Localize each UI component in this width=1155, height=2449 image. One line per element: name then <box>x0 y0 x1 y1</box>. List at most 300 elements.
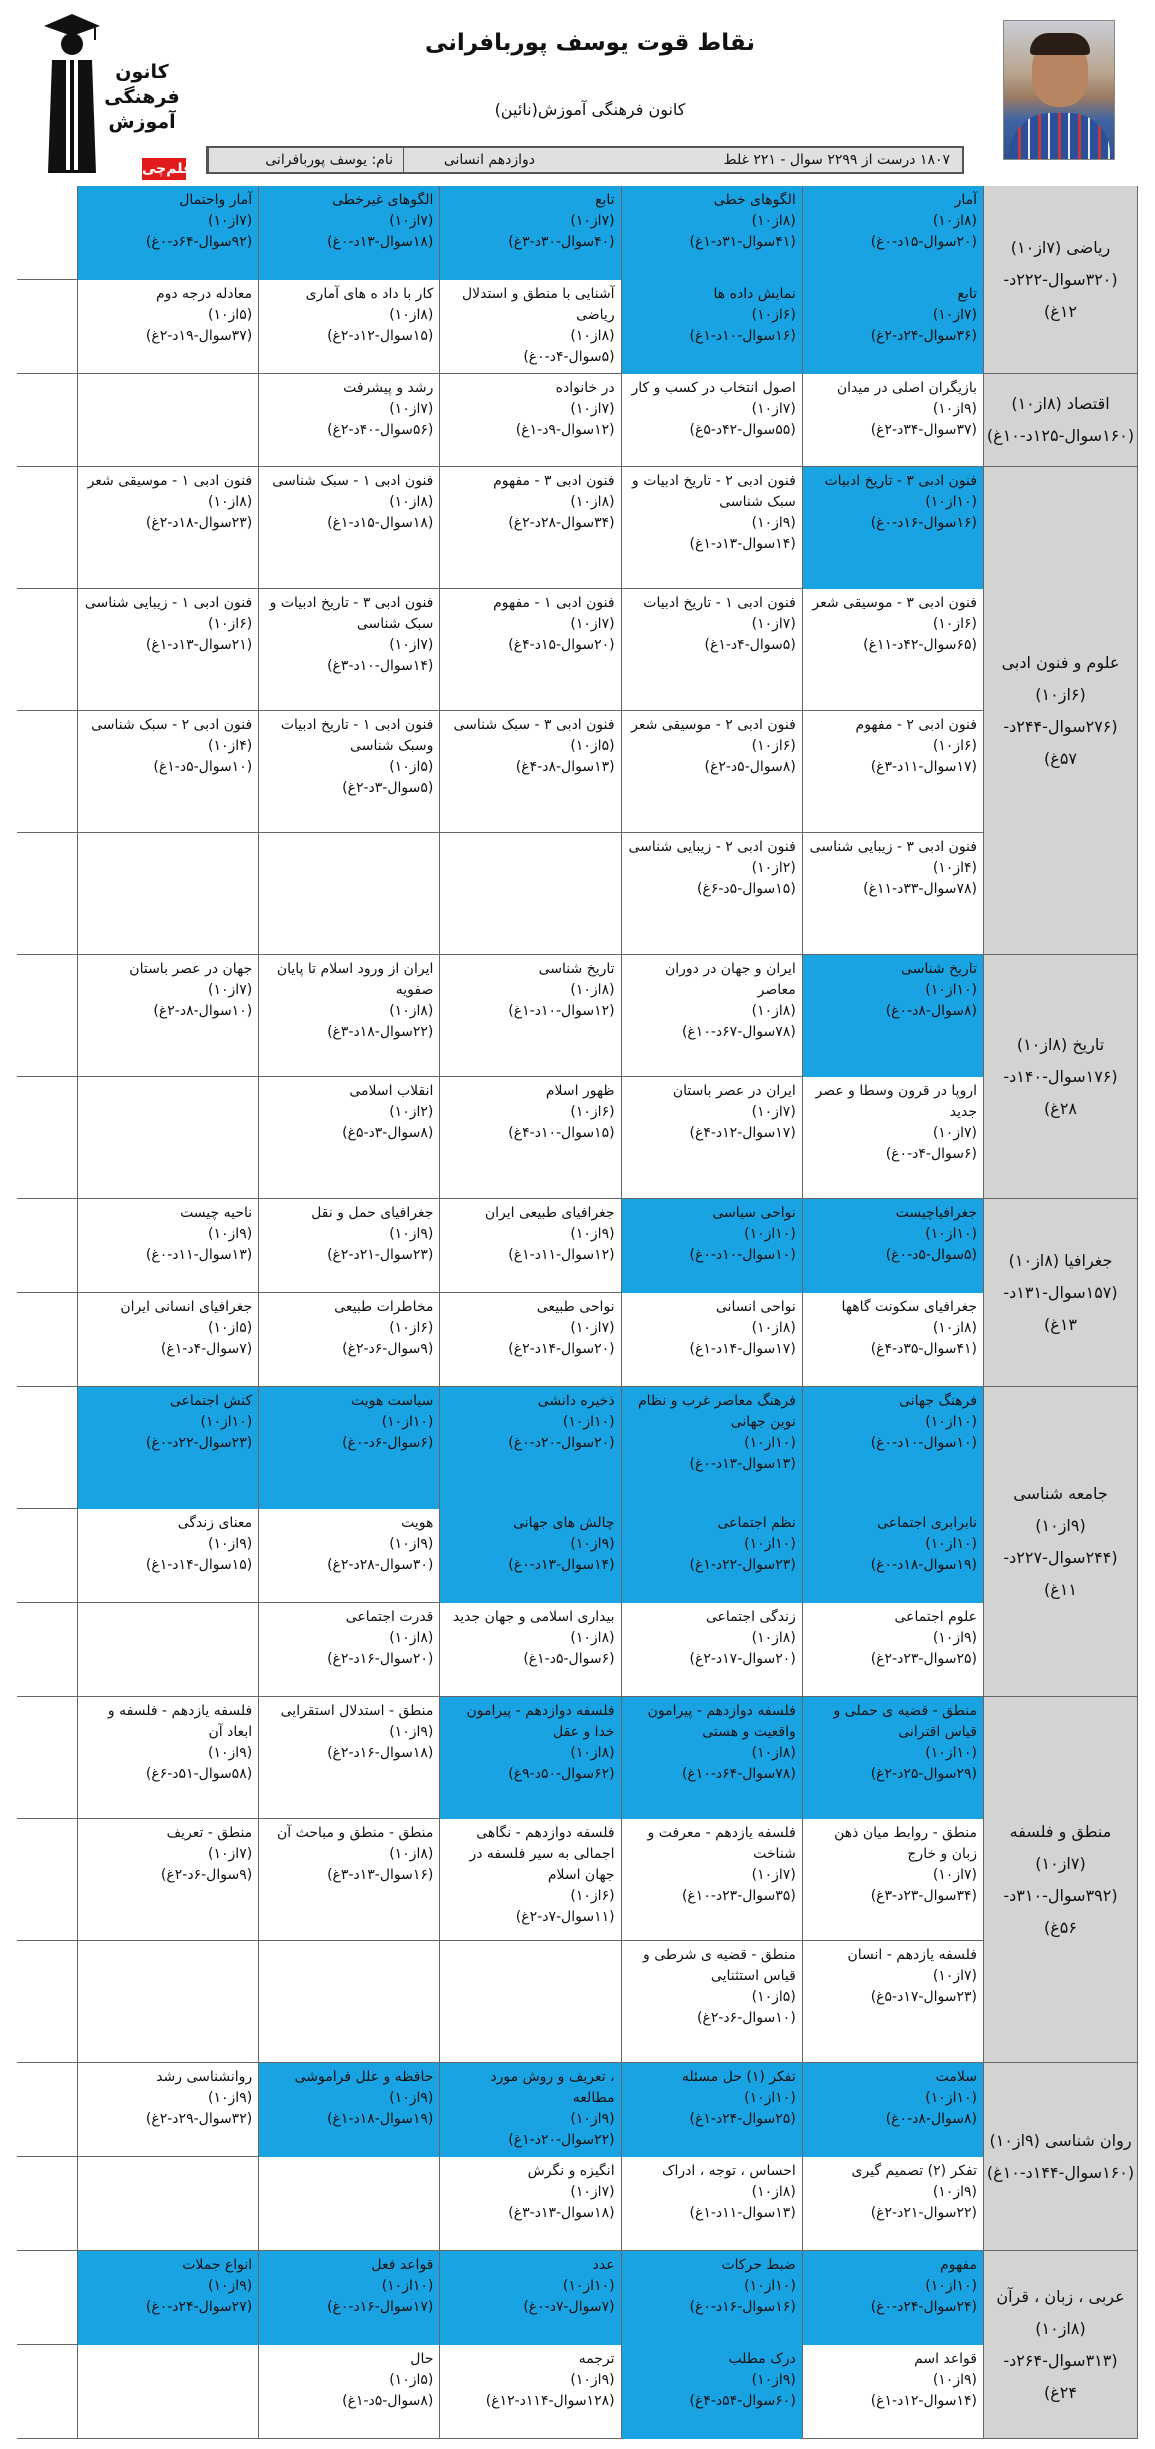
topic-questions: (۱۲سوال-۱۱د-۱غ) <box>508 1247 615 1263</box>
topic-score: (۵از۱۰) <box>570 738 615 754</box>
topic-name: اصول انتخاب در کسب و کار <box>631 380 796 396</box>
topic-name: انگیزه و نگرش <box>527 2163 615 2179</box>
topic-cell <box>802 467 983 589</box>
topic-score: (۷از۱۰) <box>932 1968 977 1984</box>
topic-score: (۷از۱۰) <box>208 1846 253 1862</box>
topic-name: انواع جملات <box>182 2257 253 2273</box>
topic-score: (۶از۱۰) <box>932 738 977 754</box>
topic-cell <box>439 2157 620 2251</box>
topic-questions: (۱۰سوال-۶د-۲غ) <box>697 2010 796 2026</box>
topic-questions: (۳۴سوال-۲۸د-۲غ) <box>508 515 615 531</box>
topic-questions: (۲۳سوال-۱۷د-۵غ) <box>870 1989 977 2005</box>
topic-cell <box>439 186 620 280</box>
topic-cell <box>77 467 258 589</box>
topic-name: انقلاب اسلامی <box>349 1083 434 1099</box>
topic-name: ضبط حرکات <box>721 2257 796 2273</box>
topic-cell <box>621 1077 802 1199</box>
table-row <box>17 186 983 280</box>
topic-questions: (۶۵سوال-۴۲د-۱۱غ) <box>863 637 977 653</box>
topic-score: (۹از۱۰) <box>208 1226 253 1242</box>
topic-questions: (۸سوال-۳د-۵غ) <box>342 1125 434 1141</box>
topic-name: فلسفه یازدهم - معرفت و شناخت <box>647 1825 796 1862</box>
topic-score: (۹از۱۰) <box>932 1630 977 1646</box>
topic-cell <box>439 1941 620 2063</box>
student-info-bar <box>206 146 964 174</box>
topic-questions: (۱۴سوال-۱۳د-۱غ) <box>689 536 796 552</box>
topic-cell <box>621 1293 802 1387</box>
topic-name: معنای زندگی <box>177 1515 253 1531</box>
student-grade: دوازدهم انسانی <box>403 148 545 172</box>
topic-score: (۸از۱۰) <box>751 1320 796 1336</box>
topic-cell <box>439 1603 620 1697</box>
topic-questions: (۱۳سوال-۱۱د-۰غ) <box>145 1247 253 1263</box>
topic-name: نمایش داده ها <box>713 286 796 302</box>
topic-cell <box>802 2063 983 2157</box>
topic-score: (۷از۱۰) <box>932 1125 977 1141</box>
topic-questions: (۱۲۸سوال-۱۱۴د-۱۲غ) <box>485 2393 615 2409</box>
topic-name: منطق - استدلال استقرایی <box>280 1703 434 1719</box>
topic-score: (۸از۱۰) <box>570 1745 615 1761</box>
topic-name: منطق - تعریف <box>166 1825 253 1841</box>
topic-questions: (۲۱سوال-۱۳د-۱غ) <box>145 637 253 653</box>
topic-questions: (۲۲سوال-۲۱د-۲غ) <box>870 2205 977 2221</box>
topic-cell <box>439 1387 620 1509</box>
topic-cell <box>802 280 983 374</box>
topic-questions: (۱۶سوال-۱۶د-۰غ) <box>689 2299 796 2315</box>
table-row <box>17 2345 983 2439</box>
table-row <box>17 1819 983 1941</box>
topic-cell <box>621 280 802 374</box>
topic-cell <box>621 711 802 833</box>
topic-cell <box>77 1293 258 1387</box>
topic-cell <box>77 955 258 1077</box>
topic-questions: (۱۵سوال-۱۲د-۲غ) <box>327 328 434 344</box>
topic-questions: (۶سوال-۴د-۰غ) <box>885 1146 977 1162</box>
topic-name: فنون ادبی ۲ - سبک شناسی <box>91 717 253 733</box>
topic-name: ایران در عصر باستان <box>672 1083 796 1099</box>
category-label: عربی ، زبان ، قرآن (۸از۱۰) (۳۱۳سوال-۲۶۴د- ۲۴غ) <box>983 2251 1138 2439</box>
topic-score: (۶از۱۰) <box>208 616 253 632</box>
topic-cell <box>621 1603 802 1697</box>
topic-name: علوم اجتماعی <box>894 1609 977 1625</box>
category-label: علوم و فنون ادبی (۶از۱۰) (۲۷۶سوال-۲۴۴د- ۵۷غ) <box>983 467 1138 955</box>
topic-name: فرهنگ معاصر غرب و نظام نوین جهانی <box>637 1393 796 1430</box>
category-label: منطق و فلسفه (۷از۱۰) (۳۹۲سوال-۳۱۰د- ۵۶غ) <box>983 1697 1138 2063</box>
topic-questions: (۷سوال-۴د-۱غ) <box>160 1341 253 1357</box>
topic-cell <box>77 1697 258 1819</box>
topic-score: (۹از۱۰) <box>570 2111 615 2127</box>
topic-cell <box>439 1077 620 1199</box>
topic-cell <box>802 1293 983 1387</box>
topic-score: (۸از۱۰) <box>932 1320 977 1336</box>
kanoon-logo <box>42 8 193 178</box>
topic-cell <box>77 589 258 711</box>
topic-questions: (۱۵سوال-۱۴د-۱غ) <box>145 1557 253 1573</box>
topic-questions: (۲۰سوال-۱۵د-۴غ) <box>508 637 615 653</box>
topic-name: ، تعریف و روش مورد مطالعه <box>490 2069 615 2106</box>
topic-score: (۸از۱۰) <box>751 1630 796 1646</box>
topic-name: نظم اجتماعی <box>717 1515 796 1531</box>
topic-questions: (۳۷سوال-۱۹د-۲غ) <box>145 328 253 344</box>
topic-score: (۶از۱۰) <box>751 738 796 754</box>
topic-name: جهان در عصر باستان <box>129 961 253 977</box>
topic-cell <box>258 1199 439 1293</box>
topic-cell <box>802 2345 983 2439</box>
topic-score: (۶از۱۰) <box>389 1320 434 1336</box>
topic-questions: (۱۷سوال-۱۶د-۰غ) <box>327 2299 434 2315</box>
topic-cell <box>439 1697 620 1819</box>
topic-name: روانشناسی رشد <box>156 2069 253 2085</box>
topic-cell <box>439 2345 620 2439</box>
logo-line-1: کانون <box>115 61 169 83</box>
topic-score: (۴از۱۰) <box>932 860 977 876</box>
topic-name: نواحی انسانی <box>715 1299 796 1315</box>
topic-cell <box>802 1387 983 1509</box>
topic-name: ایران و جهان در دوران معاصر <box>664 961 796 998</box>
topic-cell <box>258 374 439 467</box>
table-row <box>17 374 983 467</box>
topic-score: (۱۰از۱۰) <box>925 1414 977 1430</box>
topic-score: (۱۰از۱۰) <box>381 1414 434 1430</box>
topic-score: (۵از۱۰) <box>751 1989 796 2005</box>
topic-questions: (۱۷سوال-۱۲د-۴غ) <box>689 1125 796 1141</box>
table-row <box>17 280 983 374</box>
topic-cell <box>439 2251 620 2345</box>
topic-questions: (۱۳سوال-۸د-۴غ) <box>515 759 615 775</box>
topic-cell <box>621 186 802 280</box>
topic-questions: (۴۰سوال-۳۰د-۳غ) <box>508 234 615 250</box>
topic-score: (۵از۱۰) <box>208 307 253 323</box>
topic-questions: (۵سوال-۳د-۲غ) <box>342 780 434 796</box>
topic-name: جغرافیای حمل و نقل <box>311 1205 434 1221</box>
table-row <box>17 1199 983 1293</box>
topic-score: (۹از۱۰) <box>570 2372 615 2388</box>
topic-score: (۱۰از۱۰) <box>744 2278 796 2294</box>
topic-cell <box>439 2063 620 2157</box>
topic-cell <box>802 1603 983 1697</box>
topic-cell <box>77 2157 258 2251</box>
topic-cell <box>802 2251 983 2345</box>
topic-questions: (۲۳سوال-۲۲د-۰غ) <box>145 1435 253 1451</box>
topic-cell <box>258 1697 439 1819</box>
topic-score: (۸از۱۰) <box>389 494 434 510</box>
topic-cell <box>439 589 620 711</box>
topic-questions: (۱۹سوال-۱۸د-۱غ) <box>327 2111 434 2127</box>
topic-name: جغرافیای طبیعی ایران <box>484 1205 615 1221</box>
topic-cell <box>439 1819 620 1941</box>
topic-name: نواحی طبیعی <box>536 1299 615 1315</box>
table-row <box>17 589 983 711</box>
topic-questions: (۱۵سوال-۵د-۶غ) <box>697 881 796 897</box>
topic-name: تابع <box>595 192 615 208</box>
topic-cell <box>77 1387 258 1509</box>
topic-cell <box>621 1941 802 2063</box>
topic-cell <box>258 1293 439 1387</box>
topic-score: (۴از۱۰) <box>208 738 253 754</box>
table-row <box>17 711 983 833</box>
topic-score: (۷از۱۰) <box>932 307 977 323</box>
topic-name: آمار <box>954 192 977 208</box>
topic-name: فنون ادبی ۱ - موسیقی شعر <box>87 473 253 489</box>
topic-name: فنون ادبی ۱ - مفهوم <box>493 595 615 611</box>
topic-score: (۹از۱۰) <box>751 2372 796 2388</box>
topic-score: (۷از۱۰) <box>389 401 434 417</box>
topic-cell <box>258 1941 439 2063</box>
topic-questions: (۱۴سوال-۱۳د-۰غ) <box>508 1557 615 1573</box>
topic-questions: (۱۴سوال-۱۲د-۱غ) <box>870 2393 977 2409</box>
topic-score: (۸از۱۰) <box>932 213 977 229</box>
topic-name: فنون ادبی ۳ - زیبایی شناسی <box>809 839 977 855</box>
topic-name: تاریخ شناسی <box>538 961 615 977</box>
topic-name: فلسفه دوازدهم - پیرامون خدا و عقل <box>466 1703 615 1740</box>
topic-name: فنون ادبی ۳ - مفهوم <box>493 473 615 489</box>
topic-cell <box>802 833 983 955</box>
organization-name: کانون فرهنگی آموزش(نائین) <box>494 100 686 119</box>
topic-score: (۸از۱۰) <box>751 213 796 229</box>
topic-score: (۷از۱۰) <box>751 616 796 632</box>
topic-name: قدرت اجتماعی <box>345 1609 434 1625</box>
topic-questions: (۵سوال-۵د-۰غ) <box>885 1247 977 1263</box>
topic-name: حافظه و علل فراموشی <box>294 2069 434 2085</box>
topic-cell <box>77 374 258 467</box>
topic-questions: (۶سوال-۶د-۰غ) <box>342 1435 434 1451</box>
table-row <box>17 467 983 589</box>
topic-cell <box>439 280 620 374</box>
topic-cell <box>621 1819 802 1941</box>
topic-questions: (۵سوال-۴د-۰غ) <box>523 349 615 365</box>
topic-score: (۷از۱۰) <box>570 616 615 632</box>
topic-score: (۶از۱۰) <box>570 1104 615 1120</box>
topic-cell <box>258 1387 439 1509</box>
topic-score: (۸از۱۰) <box>389 1003 434 1019</box>
topic-score: (۱۰از۱۰) <box>925 1536 977 1552</box>
topic-questions: (۱۰سوال-۸د-۲غ) <box>153 1003 253 1019</box>
topic-cell <box>802 711 983 833</box>
topic-score: (۹از۱۰) <box>208 1745 253 1761</box>
topic-cell <box>77 1509 258 1603</box>
topic-score: (۱۰از۱۰) <box>744 1536 796 1552</box>
topic-name: سلامت <box>935 2069 977 2085</box>
topic-questions: (۹سوال-۶د-۲غ) <box>342 1341 434 1357</box>
topic-name: تاریخ شناسی <box>901 961 977 977</box>
topic-score: (۸از۱۰) <box>570 328 615 344</box>
topic-questions: (۱۰سوال-۵د-۱غ) <box>153 759 253 775</box>
topic-name: جغرافیاچیست <box>895 1205 977 1221</box>
topic-questions: (۸سوال-۸د-۰غ) <box>885 2111 977 2127</box>
topic-questions: (۲۳سوال-۲۱د-۲غ) <box>327 1247 434 1263</box>
topic-score: (۷از۱۰) <box>751 1104 796 1120</box>
topic-cell <box>439 833 620 955</box>
topic-cell <box>258 2345 439 2439</box>
topic-name: عدد <box>592 2257 615 2273</box>
topic-cell <box>77 1819 258 1941</box>
topic-name: نابرابری اجتماعی <box>877 1515 977 1531</box>
topic-name: تفکر (۲) تصمیم گیری <box>851 2163 977 2179</box>
topic-name: فنون ادبی ۳ - سبک شناسی <box>453 717 615 733</box>
topic-name: آشنایی با منطق و استدلال ریاضی <box>461 286 615 323</box>
topic-questions: (۱۰سوال-۱۰د-۰غ) <box>870 1435 977 1451</box>
topic-cell <box>621 833 802 955</box>
topic-cell <box>77 1077 258 1199</box>
topic-cell <box>439 467 620 589</box>
topic-questions: (۸سوال-۵د-۱غ) <box>342 2393 434 2409</box>
topic-questions: (۱۷سوال-۱۴د-۱غ) <box>689 1341 796 1357</box>
report-header <box>0 0 1155 185</box>
logo-brand: قلم‌چی <box>142 158 186 180</box>
topic-questions: (۱۲سوال-۱۰د-۱غ) <box>508 1003 615 1019</box>
topic-questions: (۱۰سوال-۱۰د-۰غ) <box>689 1247 796 1263</box>
topic-score: (۸از۱۰) <box>208 494 253 510</box>
table-row <box>17 833 983 955</box>
table-row <box>17 2063 983 2157</box>
table-row <box>17 1603 983 1697</box>
topic-name: چالش های جهانی <box>513 1515 615 1531</box>
topic-name: نواحی سیاسی <box>712 1205 796 1221</box>
topic-score: (۱۰از۱۰) <box>925 494 977 510</box>
category-label: ریاضی (۷از۱۰) (۳۲۰سوال-۲۲۲د- ۱۲غ) <box>983 186 1138 374</box>
topic-name: کار با داد ه های آماری <box>305 286 434 302</box>
topic-name: فنون ادبی ۱ - تاریخ ادبیات وسبک شناسی <box>280 717 434 754</box>
topic-questions: (۲۲سوال-۲۰د-۱غ) <box>508 2132 615 2148</box>
topic-name: جغرافیای انسانی ایران <box>120 1299 253 1315</box>
topic-name: فنون ادبی ۲ - موسیقی شعر <box>631 717 796 733</box>
topic-cell <box>802 1819 983 1941</box>
logo-text <box>104 60 180 135</box>
topic-questions: (۶۲سوال-۵۰د-۹غ) <box>508 1766 615 1782</box>
table-row <box>17 1509 983 1603</box>
category-label: جغرافیا (۸از۱۰) (۱۵۷سوال-۱۳۱د- ۱۳غ) <box>983 1199 1138 1387</box>
topic-name: جغرافیای سکونت گاهها <box>841 1299 977 1315</box>
topic-score: (۹از۱۰) <box>389 1724 434 1740</box>
topic-questions: (۱۲سوال-۹د-۱غ) <box>515 422 615 438</box>
topic-name: مخاطرات طبیعی <box>334 1299 434 1315</box>
topic-score: (۹از۱۰) <box>932 2372 977 2388</box>
topic-score: (۱۰از۱۰) <box>381 2278 434 2294</box>
topic-name: ناحیه چیست <box>180 1205 253 1221</box>
topic-score: (۸از۱۰) <box>389 1846 434 1862</box>
table-row <box>17 1387 983 1509</box>
table-row <box>17 1293 983 1387</box>
topic-questions: (۱۳سوال-۱۱د-۱غ) <box>689 2205 796 2221</box>
topic-questions: (۳۲سوال-۲۹د-۲غ) <box>145 2111 253 2127</box>
topic-score: (۵از۱۰) <box>208 1320 253 1336</box>
topic-questions: (۵سوال-۴د-۱غ) <box>704 637 796 653</box>
topic-score: (۹از۱۰) <box>570 1226 615 1242</box>
topic-cell <box>77 186 258 280</box>
topic-questions: (۷۸سوال-۶۷د-۱۰غ) <box>681 1024 796 1040</box>
topic-score: (۷از۱۰) <box>570 401 615 417</box>
topic-name: سیاست هویت <box>350 1393 434 1409</box>
topic-name: قواعد فعل <box>371 2257 434 2273</box>
topic-questions: (۹۲سوال-۶۴د-۰غ) <box>145 234 253 250</box>
table-row <box>17 1077 983 1199</box>
category-label: روان شناسی (۹از۱۰) (۱۶۰سوال-۱۴۴د-۱۰غ) <box>983 2063 1138 2251</box>
topic-cell <box>258 280 439 374</box>
topic-score: (۷از۱۰) <box>570 2184 615 2200</box>
topic-name: مفهوم <box>940 2257 977 2273</box>
topic-name: رشد و پیشرفت <box>343 380 434 396</box>
topic-cell <box>621 2345 802 2439</box>
topic-questions: (۲۲سوال-۱۸د-۳غ) <box>327 1024 434 1040</box>
topic-name: فنون ادبی ۳ - موسیقی شعر <box>812 595 977 611</box>
topic-cell <box>258 589 439 711</box>
topic-score: (۱۰از۱۰) <box>925 2090 977 2106</box>
topic-name: قواعد اسم <box>914 2351 977 2367</box>
topic-questions: (۳۶سوال-۲۴د-۲غ) <box>870 328 977 344</box>
table-row <box>17 955 983 1077</box>
topic-cell <box>77 280 258 374</box>
topic-score: (۹از۱۰) <box>751 515 796 531</box>
topic-score: (۹از۱۰) <box>932 401 977 417</box>
topic-questions: (۱۶سوال-۱۶د-۰غ) <box>870 515 977 531</box>
topic-cell <box>802 589 983 711</box>
topic-score: (۶از۱۰) <box>570 1888 615 1904</box>
topic-questions: (۲۳سوال-۲۲د-۱غ) <box>689 1557 796 1573</box>
topic-name: فنون ادبی ۱ - سبک شناسی <box>272 473 434 489</box>
page-title: نقاط قوت یوسف پوربافرانی <box>424 30 756 56</box>
topic-name: منطق - منطق و مباحث آن <box>276 1825 434 1841</box>
topic-questions: (۲۰سوال-۲۰د-۰غ) <box>508 1435 615 1451</box>
topic-score: (۹از۱۰) <box>389 2090 434 2106</box>
topic-score: (۷از۱۰) <box>389 213 434 229</box>
topic-name: تابع <box>957 286 977 302</box>
topic-score: (۱۰از۱۰) <box>925 982 977 998</box>
logo-line-3: آموزش <box>108 111 176 133</box>
topic-questions: (۱۷سوال-۱۱د-۳غ) <box>870 759 977 775</box>
topic-name: زندگی اجتماعی <box>705 1609 796 1625</box>
topic-cell <box>802 1941 983 2063</box>
logo-line-2: فرهنگی <box>104 86 180 108</box>
topic-score: (۷از۱۰) <box>208 213 253 229</box>
topic-questions: (۲۷سوال-۲۴د-۰غ) <box>145 2299 253 2315</box>
topic-cell <box>439 1509 620 1603</box>
topic-cell <box>439 1293 620 1387</box>
topic-score: (۷از۱۰) <box>389 637 434 653</box>
topic-questions: (۱۸سوال-۱۶د-۲غ) <box>327 1745 434 1761</box>
topic-questions: (۸سوال-۵د-۲غ) <box>704 759 796 775</box>
topic-questions: (۳۷سوال-۳۴د-۲غ) <box>870 422 977 438</box>
topic-questions: (۲۰سوال-۱۵د-۰غ) <box>870 234 977 250</box>
topic-questions: (۱۶سوال-۱۰د-۱غ) <box>689 328 796 344</box>
topic-cell <box>621 467 802 589</box>
topic-score: (۹از۱۰) <box>208 2090 253 2106</box>
topic-score: (۶از۱۰) <box>751 307 796 323</box>
topic-questions: (۲۰سوال-۱۴د-۲غ) <box>508 1341 615 1357</box>
topic-cell <box>77 1603 258 1697</box>
topic-cell <box>258 1509 439 1603</box>
topic-score: (۱۰از۱۰) <box>562 2278 615 2294</box>
topic-cell <box>439 374 620 467</box>
topic-questions: (۶۰سوال-۵۴د-۴غ) <box>689 2393 796 2409</box>
topic-name: هویت <box>401 1515 434 1531</box>
topic-score: (۹از۱۰) <box>208 1536 253 1552</box>
topic-score: (۹از۱۰) <box>389 1536 434 1552</box>
topic-cell <box>77 2345 258 2439</box>
topic-cell <box>258 2157 439 2251</box>
topic-questions: (۵۵سوال-۴۲د-۵غ) <box>689 422 796 438</box>
topic-name: آمار واحتمال <box>179 192 253 208</box>
topic-score: (۵از۱۰) <box>389 2372 434 2388</box>
topic-name: منطق - قضیه ی حملی و قیاس اقترانی <box>833 1703 977 1740</box>
topic-cell <box>258 467 439 589</box>
topic-questions: (۱۱سوال-۷د-۲غ) <box>515 1909 615 1925</box>
topic-cell <box>621 374 802 467</box>
topic-questions: (۵۶سوال-۴۰د-۲غ) <box>327 422 434 438</box>
table-row <box>17 2157 983 2251</box>
graduate-figure-icon <box>42 8 102 178</box>
topic-name: فلسفه یازدهم - انسان <box>847 1947 977 1963</box>
topic-cell <box>258 186 439 280</box>
